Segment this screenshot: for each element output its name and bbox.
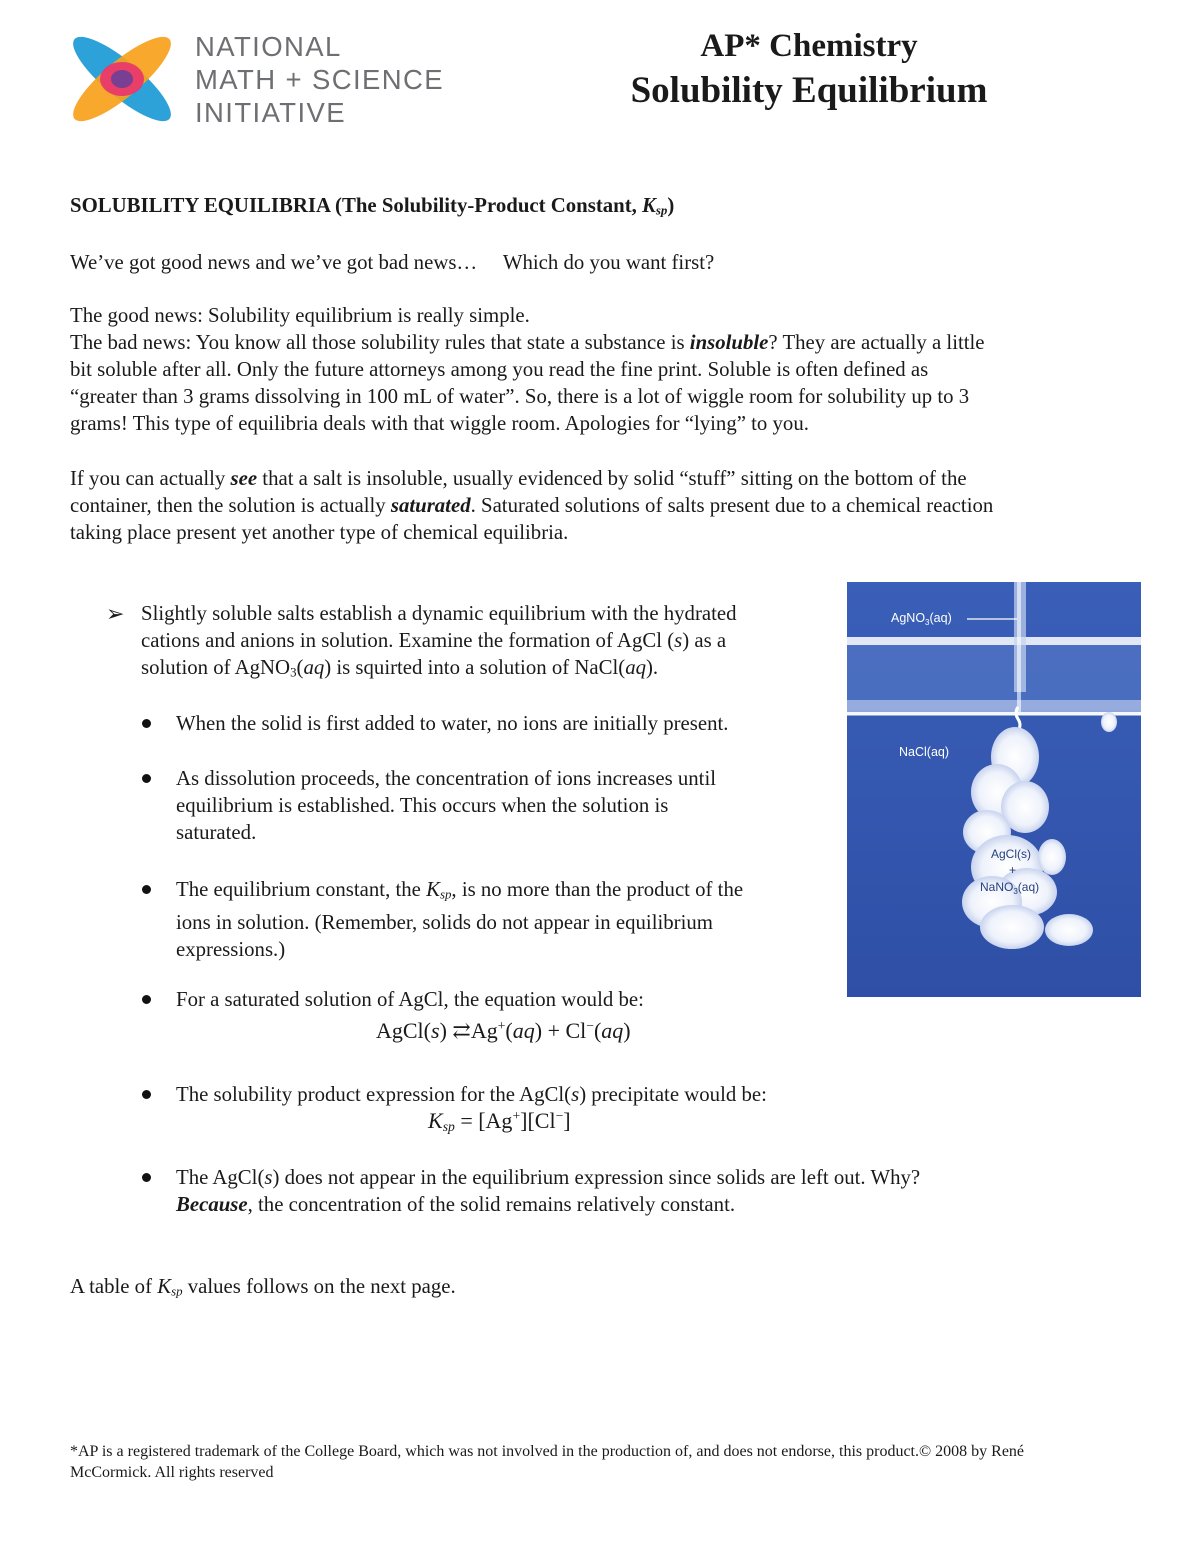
footer-note: *AP is a registered trademark of the College Board, which was not involved in the production of, and does not endorse, this product.© 2008 by René McCormick. All rights reserved: [70, 1443, 1025, 1481]
nmsi-logo: [70, 28, 460, 130]
label-agno3: AgNO$_3$(aq): [891, 611, 952, 627]
label-plus: +: [1009, 863, 1017, 877]
good-news-paragraph: The good news: Solubility equilibrium is really simple. The bad news: You know all those solubility rules that state a substance is insoluble? They are actually a little bit soluble after all. Only the future attorneys among you read the fine print. Soluble is often defined as “greater than 3 grams dissolving in 100 mL of water”. So, there is a lot of wiggle room for solubility up to 3 grams! This type of equilibria deals with that wiggle room. Apologies for “lying” to you.: [70, 304, 985, 435]
closing-text: A table of $K_{sp}$ values follows on the next page.: [70, 1275, 456, 1299]
bullet-5: The solubility product expression for the AgCl(s) precipitate would be:: [176, 1083, 767, 1106]
course-title: AP* Chemistry: [700, 28, 918, 64]
intro-text: We’ve got good news and we’ve got bad news… Which do you want first?: [70, 251, 715, 274]
dissolution-equation: AgCl(s) ⇄Ag+(aq) + Cl−(aq): [376, 1018, 631, 1044]
bullet-icon: [142, 719, 151, 728]
label-agcl: AgCl(s): [991, 847, 1032, 861]
label-nano3: NaNO$_3$(aq): [980, 880, 1040, 896]
main-point: Slightly soluble salts establish a dynamic equilibrium with the hydrated cations and anions in solution. Examine the formation of AgCl (s) as a solution of AgNO$_3$(aq) is squirted into a solution of NaCl(aq).: [141, 602, 737, 680]
bullet-1: When the solid is first added to water, no ions are initially present.: [176, 712, 729, 735]
arrow-bullet-icon: ➢: [106, 601, 125, 626]
nmsi-logo-mark: [70, 28, 174, 130]
bullet-icon: [142, 774, 151, 783]
precipitation-photo: [847, 582, 1141, 997]
bullet-2: As dissolution proceeds, the concentration of ions increases until equilibrium is established. This occurs when the solution is saturated.: [176, 767, 717, 844]
logo-wordmark: NATIONAL MATH + SCIENCE INITIATIVE: [195, 31, 445, 128]
ksp-expression: $K_{sp} = [Ag^+][Cl^-]$: [428, 1108, 571, 1134]
bullet-4: For a saturated solution of AgCl, the equation would be:: [176, 988, 644, 1011]
bullet-icon: [142, 1173, 151, 1182]
saturated-paragraph: If you can actually see that a salt is insoluble, usually evidenced by solid “stuff” sitting on the bottom of the container, then the solution is actually saturated. Saturated solutions of salts present due to a chemical reaction taking place present yet another type of chemical equilibria.: [70, 467, 994, 544]
bullet-icon: [142, 995, 151, 1004]
bullet-6: The AgCl(s) does not appear in the equilibrium expression since solids are left out. Why? Because, the concentration of the solid remains relatively constant.: [176, 1166, 921, 1216]
bullet-3: The equilibrium constant, the $K_{sp}$, is no more than the product of the ions in solution. (Remember, solids do not appear in equilibrium expressions.): [176, 878, 744, 961]
page-title: Solubility Equilibrium: [630, 70, 988, 111]
label-nacl: NaCl(aq): [899, 745, 950, 759]
bullet-icon: [142, 885, 151, 894]
section-heading: SOLUBILITY EQUILIBRIA (The Solubility-Product Constant, $K_{sp}$): [70, 194, 675, 218]
bullet-icon: [142, 1090, 151, 1099]
